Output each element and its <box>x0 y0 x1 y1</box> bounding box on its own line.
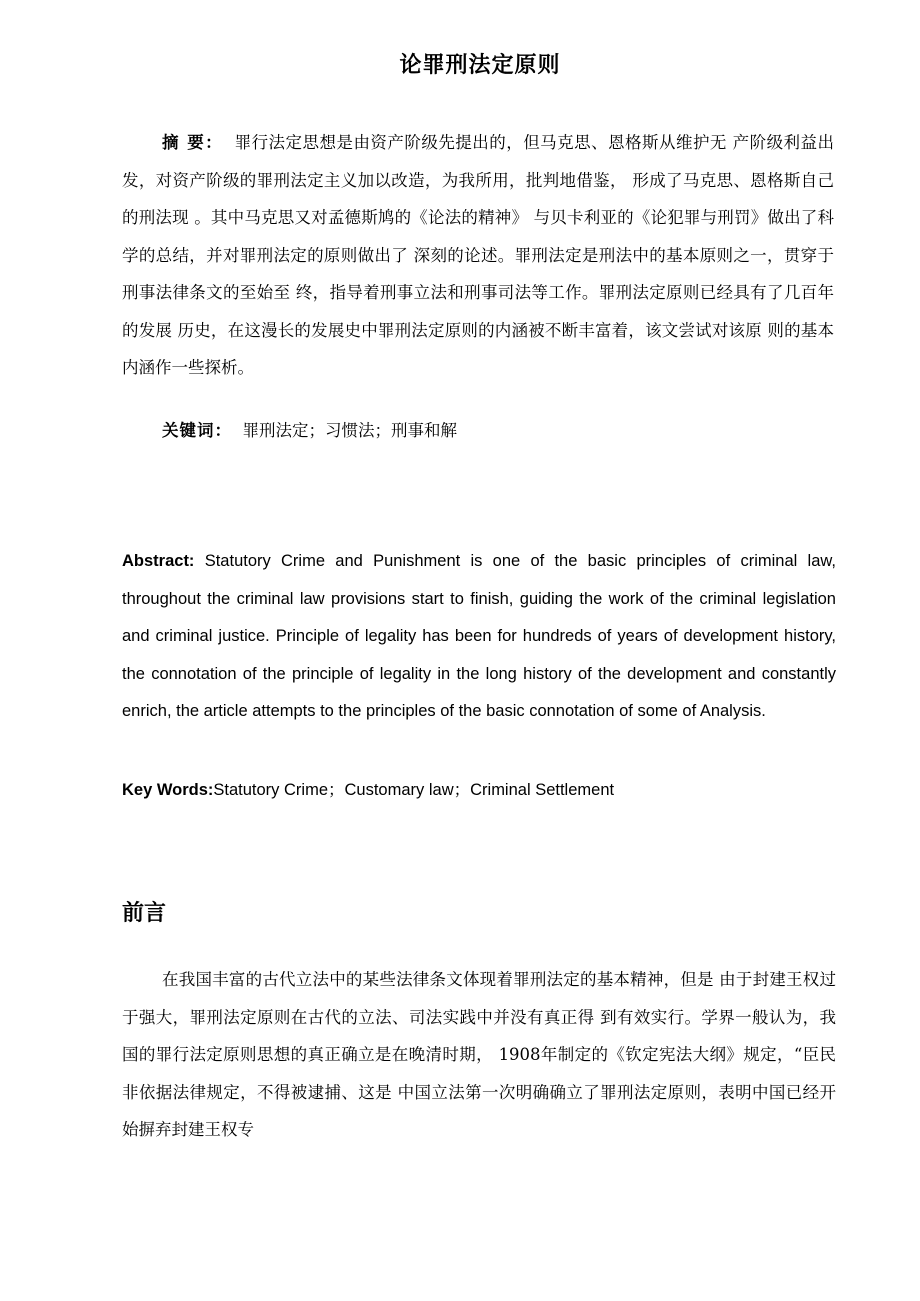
english-keywords-text: Statutory Crime；Customary law；Criminal Settlement <box>213 781 615 799</box>
chinese-keywords-label: 关键词： <box>162 421 232 440</box>
preface-heading: 前言 <box>122 900 167 926</box>
preface-paragraph: 在我国丰富的古代立法中的某些法律条文体现着罪刑法定的基本精神，但是 由于封建王权过于强大，罪刑法定原则在古代的立法、司法实践中并没有真正得 到有效实行。学界一般认为，我国的罪行法定原则思想的真正确立是在晚清时期， 1908年制定的《钦定宪法大纲》规定，“臣民非依据法律规定，不得被逮捕、这是 中国立法第一次明确确立了罪刑法定原则，表明中国已经开始摒弃封建王权专 <box>122 970 836 1139</box>
english-abstract <box>122 543 836 731</box>
english-keywords <box>122 775 614 805</box>
chinese-keywords-text: 罪刑法定；习惯法；刑事和解 <box>242 421 457 440</box>
chinese-abstract-label: 摘 要： <box>162 133 224 152</box>
chinese-keywords <box>162 416 457 446</box>
chinese-abstract-text: 罪行法定思想是由资产阶级先提出的，但马克思、恩格斯从维护无 产阶级利益出发，对资产阶级的罪刑法定主义加以改造，为我所用，批判地借鉴， 形成了马克思、恩格斯自己的刑法现 。其中马克思又对孟德斯鸠的《论法的精神》 与贝卡利亚的《论犯罪与刑罚》做出了科学的总结，并对罪刑法定的原则做出了 深刻的论述。罪刑法定是刑法中的基本原则之一，贯穿于刑事法律条文的至始至 终，指导着刑事立法和刑事司法等工作。罪刑法定原则已经具有了几百年的发展 历史，在这漫长的发展史中罪刑法定原则的内涵被不断丰富着，该文尝试对该原 则的基本内涵作一些探析。 <box>122 133 835 377</box>
english-abstract-text: Statutory Crime and Punishment is one of the basic principles of criminal law, throughout the criminal law provisions start to finish, guiding the work of the criminal legislation and criminal justice. Principle of legality has been for hundreds of years of development history, the connotation of the principle of legality in the long history of the development and constantly enrich, the article attempts to the principles of the basic connotation of some of Analysis. <box>122 552 836 720</box>
paper-title: 论罪刑法定原则 <box>399 53 561 78</box>
english-keywords-label: Key Words: <box>122 781 214 799</box>
english-abstract-label: Abstract: <box>122 552 195 570</box>
chinese-abstract <box>122 124 834 387</box>
